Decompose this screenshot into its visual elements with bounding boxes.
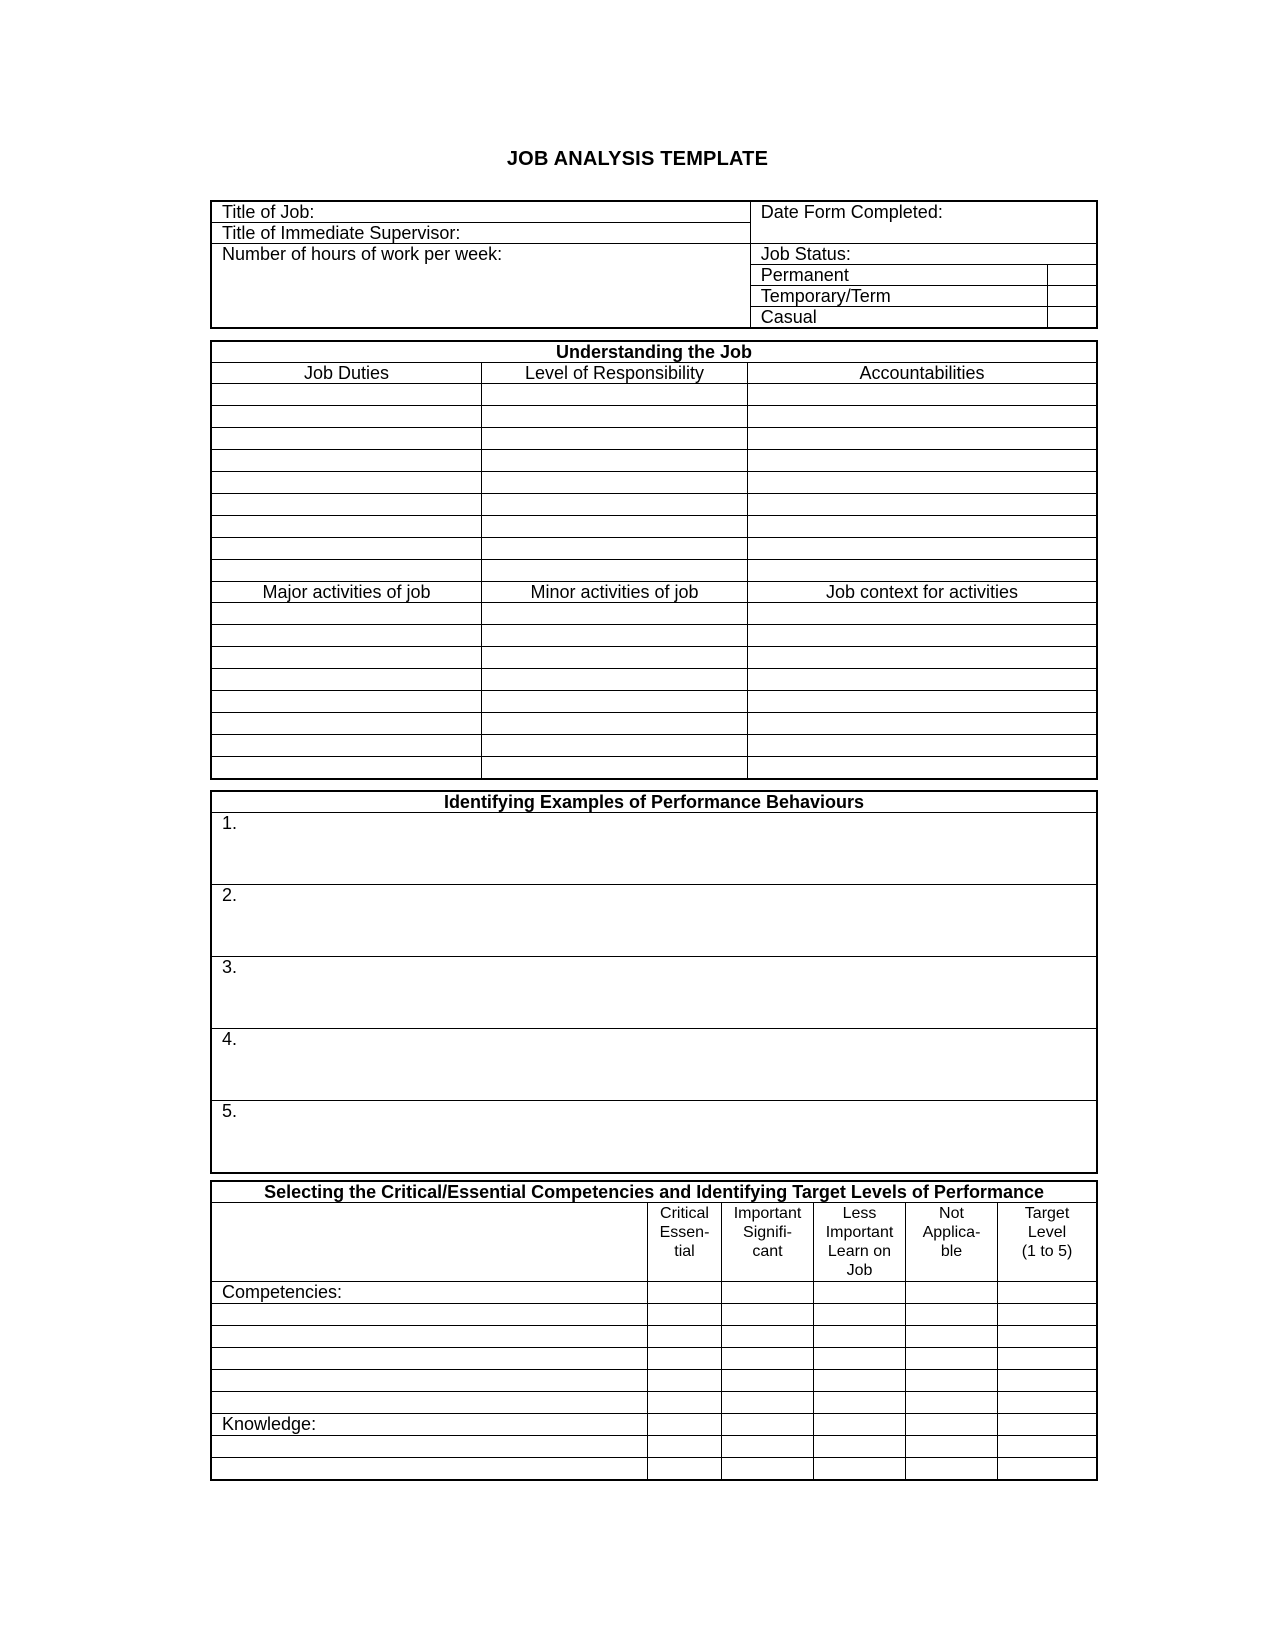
input-cell[interactable] <box>906 1304 998 1326</box>
input-cell[interactable] <box>482 516 748 538</box>
table-row <box>212 647 1097 669</box>
competencies-heading: Selecting the Critical/Essential Competencies and Identifying Target Levels of Performance <box>212 1182 1097 1203</box>
input-cell[interactable] <box>212 428 482 450</box>
input-cell[interactable] <box>998 1414 1097 1436</box>
input-cell[interactable] <box>722 1414 814 1436</box>
table-row <box>212 603 1097 625</box>
input-cell[interactable] <box>748 603 1097 625</box>
status-checkbox-temporary[interactable] <box>1047 286 1096 307</box>
input-cell[interactable] <box>906 1326 998 1348</box>
input-cell[interactable] <box>722 1370 814 1392</box>
table-row <box>212 691 1097 713</box>
table-row <box>212 713 1097 735</box>
input-cell[interactable] <box>748 647 1097 669</box>
input-cell[interactable] <box>906 1414 998 1436</box>
input-cell[interactable] <box>814 1282 906 1304</box>
input-cell[interactable] <box>648 1436 722 1458</box>
blank-header-cell <box>212 1203 648 1282</box>
input-cell[interactable] <box>814 1436 906 1458</box>
input-cell[interactable] <box>648 1414 722 1436</box>
column-header-major-activities: Major activities of job <box>212 582 482 603</box>
input-cell[interactable] <box>748 384 1097 406</box>
input-cell[interactable] <box>482 713 748 735</box>
status-option-permanent: Permanent <box>750 265 1047 286</box>
column-header-critical: Critical Essen- tial <box>648 1203 722 1282</box>
input-cell[interactable] <box>998 1436 1097 1458</box>
input-cell[interactable] <box>722 1304 814 1326</box>
input-cell[interactable] <box>906 1392 998 1414</box>
input-cell[interactable] <box>814 1392 906 1414</box>
input-cell[interactable] <box>814 1414 906 1436</box>
input-cell[interactable] <box>212 647 482 669</box>
input-cell[interactable] <box>212 603 482 625</box>
status-checkbox-permanent[interactable] <box>1047 265 1096 286</box>
table-row <box>212 735 1097 757</box>
input-cell[interactable] <box>482 757 748 779</box>
input-cell[interactable] <box>648 1304 722 1326</box>
input-cell[interactable] <box>748 450 1097 472</box>
status-option-temporary: Temporary/Term <box>750 286 1047 307</box>
table-row <box>212 1392 1097 1414</box>
input-cell[interactable] <box>482 735 748 757</box>
input-cell[interactable] <box>748 560 1097 582</box>
table-row <box>212 1282 1097 1304</box>
status-option-casual: Casual <box>750 307 1047 328</box>
input-cell[interactable] <box>212 384 482 406</box>
column-header-responsibility: Level of Responsibility <box>482 363 748 384</box>
input-cell[interactable] <box>212 472 482 494</box>
input-cell[interactable] <box>748 538 1097 560</box>
input-cell[interactable] <box>906 1282 998 1304</box>
behaviour-item-3[interactable]: 3. <box>212 957 1097 1029</box>
input-cell[interactable] <box>748 713 1097 735</box>
input-cell[interactable] <box>212 735 482 757</box>
input-cell[interactable] <box>212 1392 648 1414</box>
input-cell[interactable] <box>814 1304 906 1326</box>
input-cell[interactable] <box>212 538 482 560</box>
input-cell[interactable] <box>212 669 482 691</box>
column-header-not-applicable: Not Applica- ble <box>906 1203 998 1282</box>
input-cell[interactable] <box>212 406 482 428</box>
table-row <box>212 1304 1097 1326</box>
input-cell[interactable] <box>648 1370 722 1392</box>
competencies-section <box>210 1180 1098 1481</box>
table-row <box>212 472 1097 494</box>
input-cell[interactable] <box>648 1458 722 1480</box>
input-cell[interactable] <box>212 1348 648 1370</box>
input-cell[interactable] <box>722 1282 814 1304</box>
input-cell[interactable] <box>212 1304 648 1326</box>
understanding-heading: Understanding the Job <box>212 342 1097 363</box>
column-header-minor-activities: Minor activities of job <box>482 582 748 603</box>
input-cell[interactable] <box>748 494 1097 516</box>
knowledge-label: Knowledge: <box>212 1414 648 1436</box>
status-checkbox-casual[interactable] <box>1047 307 1096 328</box>
input-cell[interactable] <box>722 1458 814 1480</box>
input-cell[interactable] <box>998 1326 1097 1348</box>
input-cell[interactable] <box>648 1282 722 1304</box>
table-row <box>212 625 1097 647</box>
input-cell[interactable] <box>722 1436 814 1458</box>
input-cell[interactable] <box>482 669 748 691</box>
date-completed-field[interactable]: Date Form Completed: <box>750 202 1096 244</box>
input-cell[interactable] <box>212 560 482 582</box>
input-cell[interactable] <box>748 428 1097 450</box>
input-cell[interactable] <box>648 1326 722 1348</box>
input-cell[interactable] <box>722 1392 814 1414</box>
table-row <box>212 406 1097 428</box>
table-row <box>212 1348 1097 1370</box>
input-cell[interactable] <box>722 1348 814 1370</box>
input-cell[interactable] <box>998 1282 1097 1304</box>
table-row <box>212 1458 1097 1480</box>
input-cell[interactable] <box>212 1326 648 1348</box>
input-cell[interactable] <box>212 1436 648 1458</box>
table-row <box>212 428 1097 450</box>
input-cell[interactable] <box>648 1348 722 1370</box>
table-row <box>212 1436 1097 1458</box>
performance-behaviours-section <box>210 790 1098 1174</box>
input-cell[interactable] <box>998 1392 1097 1414</box>
input-cell[interactable] <box>748 691 1097 713</box>
input-cell[interactable] <box>998 1458 1097 1480</box>
input-cell[interactable] <box>906 1458 998 1480</box>
behaviour-item-1[interactable]: 1. <box>212 813 1097 885</box>
input-cell[interactable] <box>482 494 748 516</box>
job-status-label: Job Status: <box>750 244 1096 265</box>
table-row <box>212 1326 1097 1348</box>
input-cell[interactable] <box>998 1304 1097 1326</box>
input-cell[interactable] <box>748 472 1097 494</box>
table-row <box>212 669 1097 691</box>
input-cell[interactable] <box>212 516 482 538</box>
input-cell[interactable] <box>748 757 1097 779</box>
input-cell[interactable] <box>814 1458 906 1480</box>
input-cell[interactable] <box>722 1326 814 1348</box>
title-of-job-field[interactable]: Title of Job: <box>212 202 751 223</box>
behaviour-item-4[interactable]: 4. <box>212 1029 1097 1101</box>
column-header-job-context: Job context for activities <box>748 582 1097 603</box>
input-cell[interactable] <box>212 1370 648 1392</box>
input-cell[interactable] <box>212 713 482 735</box>
competencies-label: Competencies: <box>212 1282 648 1304</box>
input-cell[interactable] <box>482 603 748 625</box>
input-cell[interactable] <box>748 625 1097 647</box>
table-row <box>212 494 1097 516</box>
input-cell[interactable] <box>482 625 748 647</box>
column-header-important: Important Signifi- cant <box>722 1203 814 1282</box>
behaviour-item-5[interactable]: 5. <box>212 1101 1097 1173</box>
input-cell[interactable] <box>748 406 1097 428</box>
input-cell[interactable] <box>748 669 1097 691</box>
table-row <box>212 560 1097 582</box>
behaviour-item-2[interactable]: 2. <box>212 885 1097 957</box>
behaviours-heading: Identifying Examples of Performance Behaviours <box>212 792 1097 813</box>
input-cell[interactable] <box>212 757 482 779</box>
input-cell[interactable] <box>212 494 482 516</box>
input-cell[interactable] <box>482 428 748 450</box>
table-row <box>212 757 1097 779</box>
column-header-target-level: Target Level (1 to 5) <box>998 1203 1097 1282</box>
input-cell[interactable] <box>482 384 748 406</box>
column-header-accountabilities: Accountabilities <box>748 363 1097 384</box>
table-row <box>212 1414 1097 1436</box>
job-info-section <box>210 200 1098 329</box>
input-cell[interactable] <box>906 1436 998 1458</box>
input-cell[interactable] <box>482 647 748 669</box>
supervisor-field[interactable]: Title of Immediate Supervisor: <box>212 223 751 244</box>
hours-per-week-field[interactable]: Number of hours of work per week: <box>212 244 751 328</box>
input-cell[interactable] <box>748 735 1097 757</box>
input-cell[interactable] <box>906 1348 998 1370</box>
document-title: JOB ANALYSIS TEMPLATE <box>506 148 769 170</box>
table-row <box>212 516 1097 538</box>
column-header-job-duties: Job Duties <box>212 363 482 384</box>
input-cell[interactable] <box>482 691 748 713</box>
table-row <box>212 384 1097 406</box>
input-cell[interactable] <box>212 691 482 713</box>
input-cell[interactable] <box>998 1370 1097 1392</box>
input-cell[interactable] <box>212 625 482 647</box>
input-cell[interactable] <box>212 1458 648 1480</box>
input-cell[interactable] <box>998 1348 1097 1370</box>
input-cell[interactable] <box>814 1370 906 1392</box>
input-cell[interactable] <box>212 450 482 472</box>
column-header-less-important: Less Important Learn on Job <box>814 1203 906 1282</box>
input-cell[interactable] <box>814 1326 906 1348</box>
input-cell[interactable] <box>648 1392 722 1414</box>
input-cell[interactable] <box>482 538 748 560</box>
understanding-job-section <box>210 340 1098 780</box>
input-cell[interactable] <box>482 406 748 428</box>
table-row <box>212 538 1097 560</box>
input-cell[interactable] <box>814 1348 906 1370</box>
input-cell[interactable] <box>482 560 748 582</box>
table-row <box>212 450 1097 472</box>
input-cell[interactable] <box>482 472 748 494</box>
input-cell[interactable] <box>906 1370 998 1392</box>
table-row <box>212 1370 1097 1392</box>
input-cell[interactable] <box>748 516 1097 538</box>
input-cell[interactable] <box>482 450 748 472</box>
